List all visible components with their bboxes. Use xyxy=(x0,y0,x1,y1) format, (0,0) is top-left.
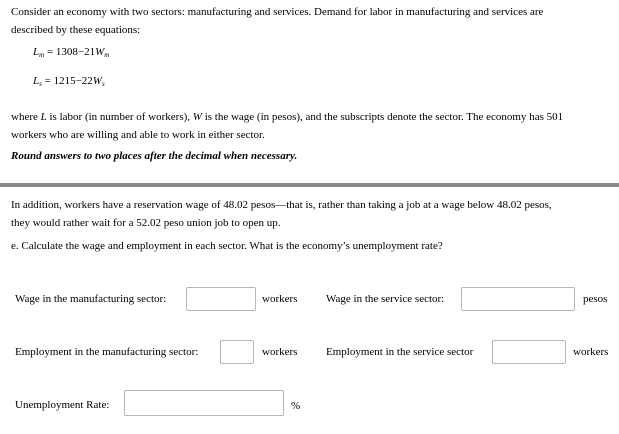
rounding-note: Round answers to two places after the decimal when necessary. xyxy=(11,150,298,162)
employment-service-input[interactable] xyxy=(492,340,566,364)
wage-service-unit: pesos xyxy=(583,293,608,305)
wage-manufacturing-unit: workers xyxy=(262,293,298,305)
employment-service-label: Employment in the service sector xyxy=(326,346,474,358)
intro-line-1: Consider an economy with two sectors: manufacturing and services. Demand for labor in manufacturing and services are xyxy=(11,6,544,18)
employment-service-unit: workers xyxy=(573,346,609,358)
eq-s-rhs-sub: s xyxy=(101,80,105,88)
eq-m-rhs: = 1308−21 xyxy=(44,46,96,58)
equation-manufacturing xyxy=(33,46,109,59)
wage-manufacturing-input[interactable] xyxy=(186,287,256,311)
definitions-line-2: workers who are willing and able to work in either sector. xyxy=(11,129,265,141)
wage-service-input[interactable] xyxy=(461,287,575,311)
employment-manufacturing-label: Employment in the manufacturing sector: xyxy=(15,346,199,358)
def-pre: where xyxy=(11,111,41,123)
part-e-context-line-1: In addition, workers have a reservation wage of 48.02 pesos—that is, rather than taking a job at a wage below 48.02 pesos, xyxy=(11,199,552,211)
definitions-line-1 xyxy=(11,108,609,126)
part-e-context-line-2: they would rather wait for a 52.02 peso union job to open up. xyxy=(11,217,281,229)
part-e-context xyxy=(11,196,609,232)
eq-m-lhs-sub: m xyxy=(39,51,45,59)
eq-s-lhs: L xyxy=(33,75,40,87)
intro-line-2: described by these equations: xyxy=(11,24,141,36)
employment-manufacturing-input[interactable] xyxy=(220,340,254,364)
employment-manufacturing-unit: workers xyxy=(262,346,298,358)
section-divider xyxy=(0,183,619,187)
wage-manufacturing-label: Wage in the manufacturing sector: xyxy=(15,293,167,305)
eq-s-lhs-sub: s xyxy=(39,80,42,88)
unemployment-rate-input[interactable] xyxy=(124,390,284,416)
eq-m-lhs: L xyxy=(33,46,40,58)
wage-service-label: Wage in the service sector: xyxy=(326,293,445,305)
eq-m-rhs-sub: m xyxy=(104,51,110,59)
definitions-paragraph xyxy=(11,108,609,144)
unemployment-rate-label: Unemployment Rate: xyxy=(15,399,110,411)
eq-s-rhs: = 1215−22 xyxy=(41,75,93,87)
def-post: is the wage (in pesos), and the subscripts denote the sector. The economy has 501 xyxy=(201,111,564,123)
eq-s-rhs-var: W xyxy=(92,75,102,87)
def-W: W xyxy=(192,111,202,123)
eq-m-rhs-var: W xyxy=(95,46,105,58)
def-L: L xyxy=(40,111,47,123)
def-mid: is labor (in number of workers), xyxy=(46,111,193,123)
unemployment-rate-unit: % xyxy=(291,400,301,412)
equation-services xyxy=(33,75,105,88)
part-e-question: e. Calculate the wage and employment in each sector. What is the economy’s unemployment rate? xyxy=(11,240,443,252)
intro-paragraph xyxy=(11,3,609,39)
